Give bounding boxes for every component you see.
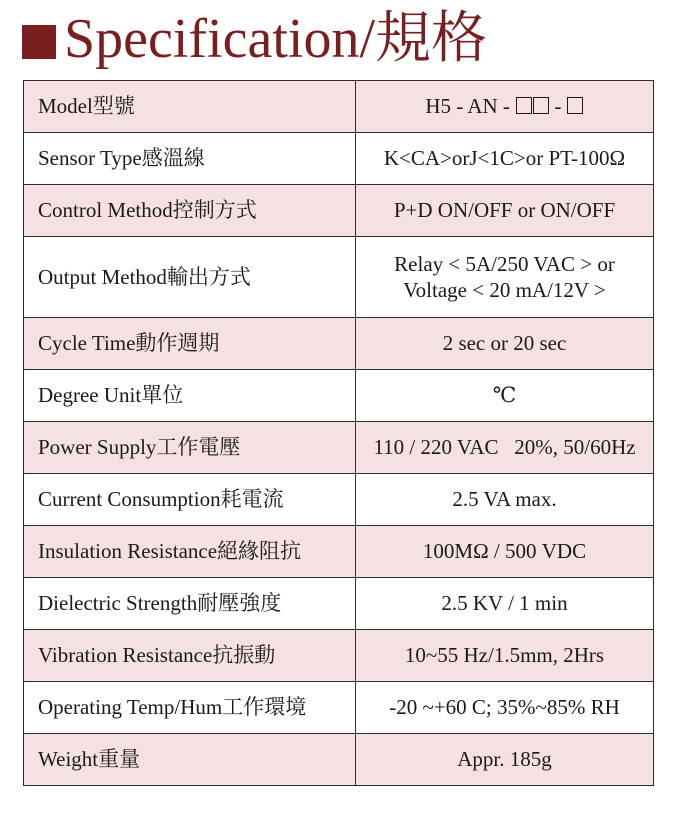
row-value: -20 ~+60 C; 35%~85% RH [356,682,654,734]
table-row [24,734,654,786]
row-label: Cycle Time動作週期 [24,318,356,370]
row-label: Weight重量 [24,734,356,786]
row-value: 2.5 VA max. [356,474,654,526]
row-label: Current Consumption耗電流 [24,474,356,526]
row-value: 100MΩ / 500 VDC [356,526,654,578]
placeholder-box [533,97,549,114]
table-row [24,422,654,474]
table-row [24,370,654,422]
row-label: Sensor Type感溫線 [24,133,356,185]
table-row [24,185,654,237]
model-separator: - [549,94,567,119]
table-row [24,237,654,318]
row-value: 10~55 Hz/1.5mm, 2Hrs [356,630,654,682]
table-row [24,318,654,370]
row-value: P+D ON/OFF or ON/OFF [356,185,654,237]
table-row [24,682,654,734]
row-label: Output Method輸出方式 [24,237,356,318]
row-label: Vibration Resistance抗振動 [24,630,356,682]
row-label: Insulation Resistance絕緣阻抗 [24,526,356,578]
row-label: Operating Temp/Hum工作環境 [24,682,356,734]
row-value-line: Voltage < 20 mA/12V > [403,278,606,302]
row-label: Model型號 [24,81,356,133]
row-value-line: Relay < 5A/250 VAC > or [394,251,615,276]
row-value: Appr. 185g [356,734,654,786]
placeholder-box [516,97,532,114]
heading-square-bullet [22,25,56,59]
table-row [24,133,654,185]
table-row [24,526,654,578]
row-value-model [356,81,654,133]
row-label: Control Method控制方式 [24,185,356,237]
row-label: Degree Unit單位 [24,370,356,422]
row-value: ℃ [356,370,654,422]
page-heading [22,4,487,74]
row-value: 2 sec or 20 sec [356,318,654,370]
row-label: Dielectric Strength耐壓強度 [24,578,356,630]
table-row [24,578,654,630]
row-value: 2.5 KV / 1 min [356,578,654,630]
row-label: Power Supply工作電壓 [24,422,356,474]
table-row [24,81,654,133]
specification-table [23,80,654,786]
page-title: Specification/規格 [64,8,488,70]
table-row [24,630,654,682]
row-value: 110 / 220 VAC 20%, 50/60Hz [356,422,654,474]
row-value [356,237,654,318]
table-row [24,474,654,526]
row-value: K<CA>orJ<1C>or PT-100Ω [356,133,654,185]
placeholder-box [567,97,583,114]
model-prefix: H5 - AN - [425,94,516,119]
